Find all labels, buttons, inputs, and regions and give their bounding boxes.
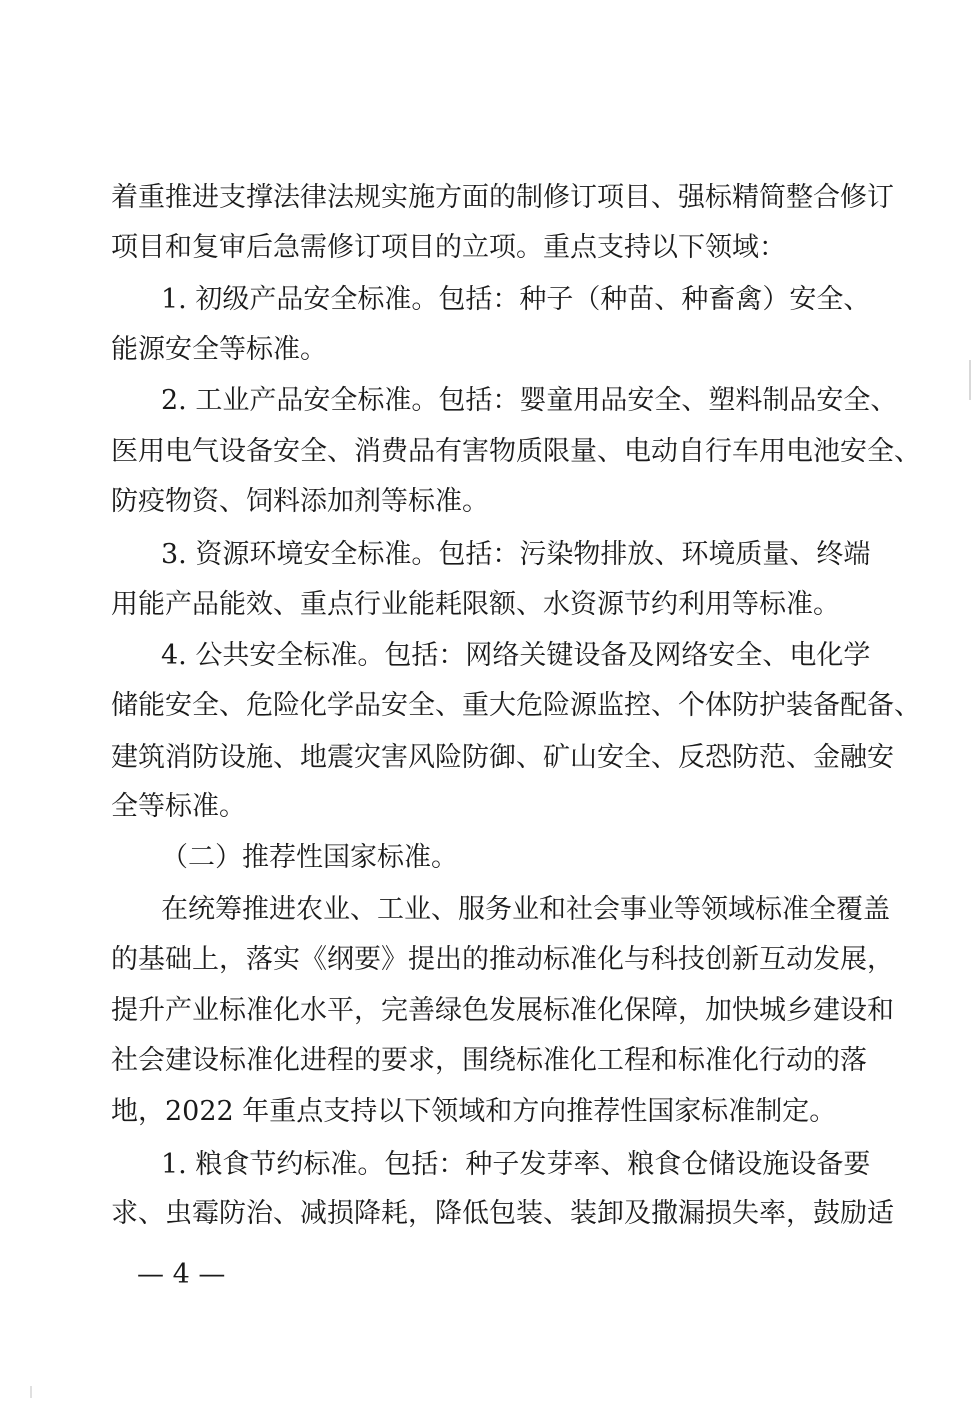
text-line-2: 项目和复审后急需修订项目的立项。重点支持以下领域： [111,232,786,263]
item-3-line-2: 用能产品能效、重点行业能耗限额、水资源节约利用等标准。 [111,589,840,620]
item-4-line-1: 4. 公共安全标准。包括：网络关键设备及网络安全、电化学 [161,640,871,671]
item-1-line-1: 1. 初级产品安全标准。包括：种子（种苗、种畜禽）安全、 [161,284,871,315]
paragraph-line-1: 在统筹推进农业、工业、服务业和社会事业等领域标准全覆盖 [161,894,890,925]
paragraph-line-5: 地，2022 年重点支持以下领域和方向推荐性国家标准制定。 [111,1096,837,1127]
item-5-line-1: 1. 粮食节约标准。包括：种子发芽率、粮食仓储设施设备要 [161,1149,871,1180]
paragraph-line-2: 的基础上，落实《纲要》提出的推动标准化与科技创新互动发展， [111,944,894,975]
item-4-line-4: 全等标准。 [111,791,246,822]
text-line-1: 着重推进支撑法律法规实施方面的制修订项目、强标精简整合修订 [111,182,894,213]
item-2-line-3: 防疫物资、饲料添加剂等标准。 [111,486,489,517]
scan-edge-mark-bottom [30,1386,32,1398]
item-4-line-3: 建筑消防设施、地震灾害风险防御、矿山安全、反恐防范、金融安 [111,742,894,773]
item-2-line-2: 医用电气设备安全、消费品有害物质限量、电动自行车用电池安全、 [111,436,921,467]
page-number: — 4 — [137,1259,226,1290]
section-heading: （二）推荐性国家标准。 [161,842,458,873]
item-4-line-2: 储能安全、危险化学品安全、重大危险源监控、个体防护装备配备、 [111,690,921,721]
item-5-line-2: 求、虫霉防治、减损降耗，降低包装、装卸及撒漏损失率，鼓励适 [111,1198,894,1229]
paragraph-line-4: 社会建设标准化进程的要求，围绕标准化工程和标准化行动的落 [111,1045,867,1076]
item-2-line-1: 2. 工业产品安全标准。包括：婴童用品安全、塑料制品安全、 [161,385,898,416]
item-1-line-2: 能源安全等标准。 [111,334,327,365]
item-3-line-1: 3. 资源环境安全标准。包括：污染物排放、环境质量、终端 [161,539,871,570]
paragraph-line-3: 提升产业标准化水平，完善绿色发展标准化保障，加快城乡建设和 [111,995,894,1026]
scan-edge-mark [969,360,971,400]
